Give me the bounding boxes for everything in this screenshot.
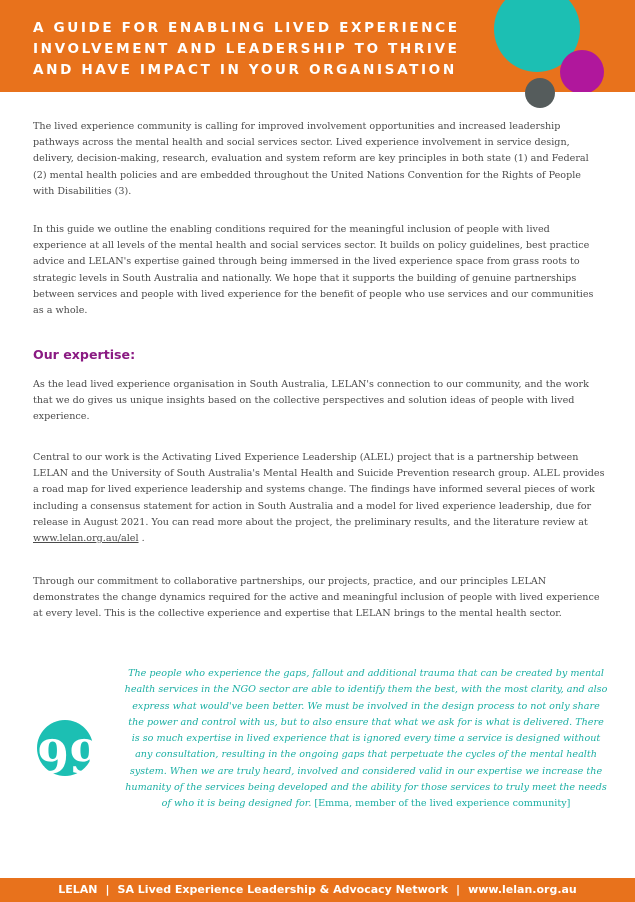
testimonial-text: The people who experience the gaps, fallout and additional trauma that can be created by mental health services in the NGO sector are able to identify them the best, with the most clarity, and also express what would've been better. We must be involved in the design process to not only share the power and control with us, but to also ensure that what we ask for is what is delivered. There is so much expertise in lived experience that is ignored every time a service is designed without any consultation, resulting in the ongoing gaps that perpetuate the cycles of the mental health system. When we are truly heard, involved and considered valid in our expertise we increase the humanity of the services being developed and the ability for those services to truly meet the needs of who it is being designed for. xyxy=(124,668,608,810)
decorative-purple-circle xyxy=(560,50,604,92)
expertise-heading: Our expertise: xyxy=(33,347,136,362)
footer-org-full: SA Lived Experience Leadership & Advocacy Network xyxy=(117,883,449,896)
alel-project-paragraph xyxy=(33,450,605,547)
expertise-paragraph: As the lead lived experience organisation in South Australia, LELAN's connection to our community, and the work that we do gives us unique insights based on the collective perspectives and solution ideas of people with lived experience. xyxy=(33,379,589,423)
quote-marks-icon: 99 xyxy=(37,720,93,776)
footer-org-short: LELAN xyxy=(58,883,98,896)
footer-website[interactable]: www.lelan.org.au xyxy=(468,883,577,896)
guide-title-line-1: A GUIDE FOR ENABLING LIVED EXPERIENCE xyxy=(33,20,460,36)
intro-paragraph: The lived experience community is calling for improved involvement opportunities and increased leadership pathways across the mental health and social services sector. Lived experience involvement in service design, delivery, decision-making, research, evaluation and system reform are key principles in both state (1) and Federal (2) mental health policies and are embedded throughout the United Nations Convention for the Rights of People with Disabilities (3). xyxy=(33,121,589,197)
testimonial-attribution: [Emma, member of the lived experience community] xyxy=(311,798,571,810)
guide-overview-paragraph: In this guide we outline the enabling conditions required for the meaningful inclusion of people with lived experience at all levels of the mental health and social services sector. It builds on policy guidelines, best practice advice and LELAN's expertise gained through being immersed in the lived experience space from grass roots to strategic levels in South Australia and nationally. We hope that it supports the building of genuine partnerships between services and people with lived experience for the benefit of people who use services and our communities as a whole. xyxy=(33,224,594,317)
decorative-grey-circle xyxy=(525,78,555,108)
footer-separator-1: | xyxy=(105,883,110,896)
partnerships-paragraph: Through our commitment to collaborative partnerships, our projects, practice, and our principles LELAN demonstrates the change dynamics required for the active and meaningful inclusion of people with lived experience at every level. This is the collective experience and expertise that LELAN brings to the mental health sector. xyxy=(33,576,600,620)
testimonial-quote xyxy=(124,666,608,813)
page-footer xyxy=(0,878,635,902)
alel-project-text: Central to our work is the Activating Lived Experience Leadership (ALEL) project that is a partnership between LELAN and the University of South Australia's Mental Health and Suicide Prevention research group. ALEL provides a road map for lived experience leadership and systems change. The findings have informed several pieces of work including a consensus statement for action in South Australia and a model for lived experience leadership, due for release in August 2021. You can read more about the project, the preliminary results, and the literature review at xyxy=(33,452,605,528)
footer-separator-2: | xyxy=(456,883,461,896)
alel-paragraph-end: . xyxy=(138,533,145,545)
guide-title-line-3: AND HAVE IMPACT IN YOUR ORGANISATION xyxy=(33,62,457,78)
guide-title-line-2: INVOLVEMENT AND LEADERSHIP TO THRIVE xyxy=(33,41,460,57)
alel-link[interactable]: www.lelan.org.au/alel xyxy=(33,533,139,545)
guide-title xyxy=(33,18,513,81)
